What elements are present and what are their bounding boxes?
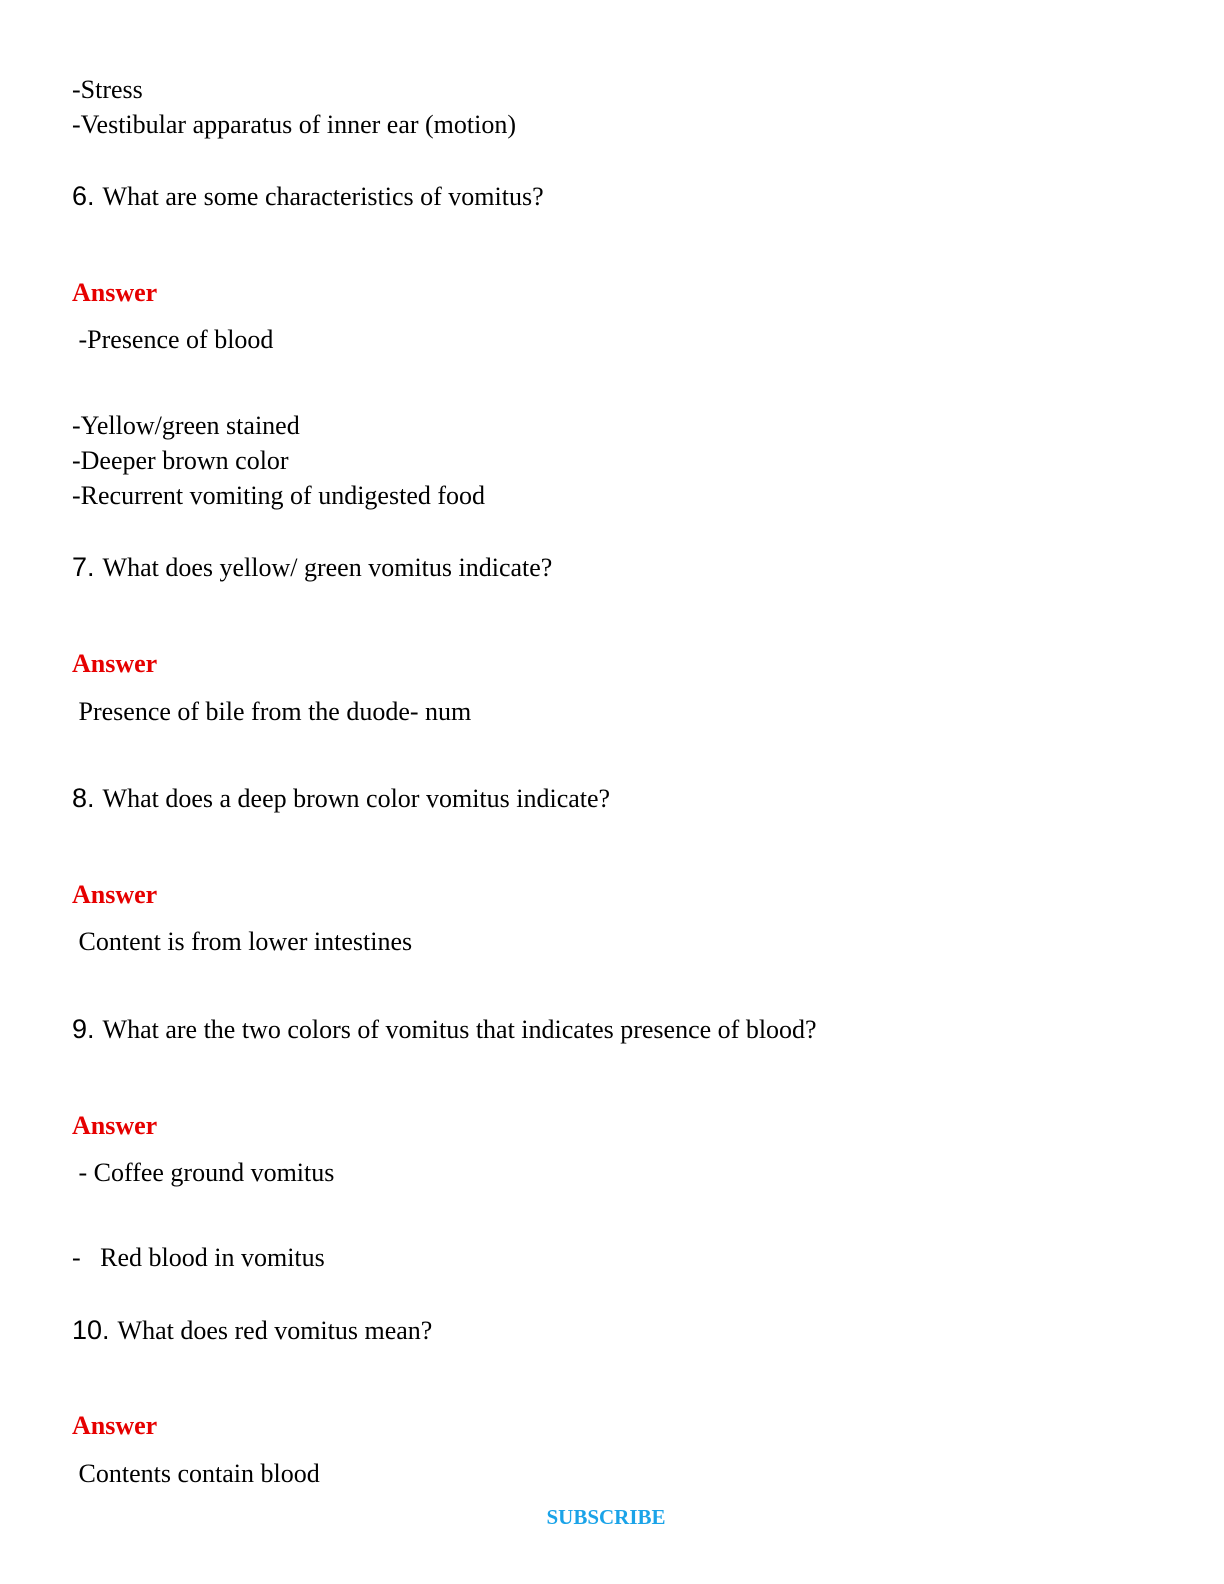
question-number: 6.: [72, 181, 95, 211]
question-6: [72, 180, 544, 213]
question-number: 10.: [72, 1315, 110, 1345]
answer-line: Content is from lower intestines: [72, 927, 413, 956]
answer-label: Answer: [72, 1111, 158, 1140]
question-number: 7.: [72, 552, 95, 582]
answer-line: -Yellow/green stained: [72, 411, 300, 440]
question-text: What are some characteristics of vomitus?: [102, 182, 544, 211]
answer-line: -Deeper brown color: [72, 446, 289, 475]
question-8: [72, 782, 610, 815]
answer-line: Contents contain blood: [72, 1459, 320, 1488]
question-9: [72, 1013, 817, 1046]
question-text: What are the two colors of vomitus that indicates presence of blood?: [102, 1015, 817, 1044]
question-text: What does a deep brown color vomitus indicate?: [102, 784, 611, 813]
answer-line: -Recurrent vomiting of undigested food: [72, 481, 486, 510]
answer-line: Presence of bile from the duode- num: [72, 697, 472, 726]
question-number: 9.: [72, 1014, 95, 1044]
subscribe-link[interactable]: SUBSCRIBE: [546, 1505, 666, 1529]
question-text: What does yellow/ green vomitus indicate?: [102, 553, 553, 582]
answer-line: - Coffee ground vomitus: [72, 1158, 335, 1187]
question-number: 8.: [72, 783, 95, 813]
answer-line: - Red blood in vomitus: [72, 1243, 325, 1272]
question-7: [72, 551, 552, 584]
answer-label: Answer: [72, 880, 158, 909]
question-text: What does red vomitus mean?: [117, 1316, 433, 1345]
answer-line: -Presence of blood: [72, 325, 274, 354]
answer-label: Answer: [72, 649, 158, 678]
answer-label: Answer: [72, 278, 158, 307]
question-10: [72, 1314, 432, 1347]
intro-line: -Vestibular apparatus of inner ear (motion): [72, 110, 517, 139]
intro-line: -Stress: [72, 75, 143, 104]
answer-label: Answer: [72, 1411, 158, 1440]
